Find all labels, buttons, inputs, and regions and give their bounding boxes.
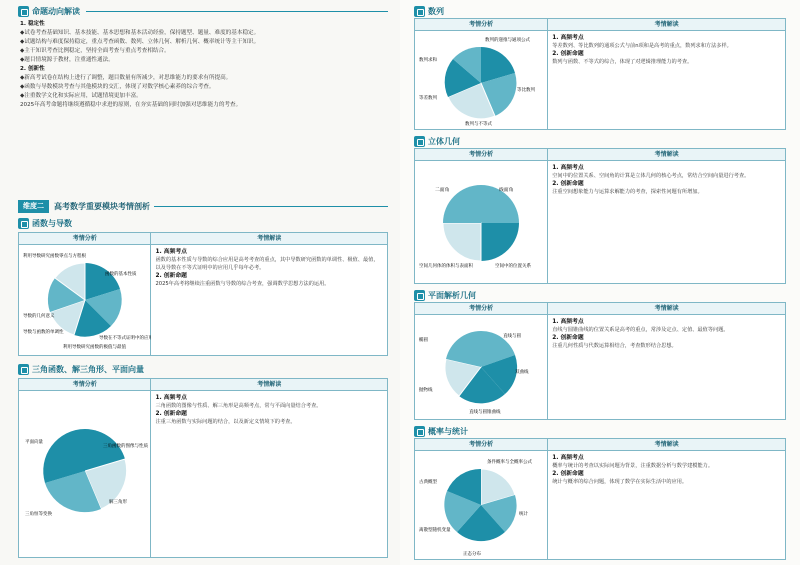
pie-label: 数列与不等式 bbox=[465, 122, 492, 127]
analysis-text: 1. 高频考点 概率与统计的考查以实际问题为背景，注重数据分析与数学建模能力。 2. 创新命题 统计与概率的综合问题，体现了数学在实际生活中的应用。 bbox=[552, 455, 714, 485]
pie-label: 利用导数研究函数零点与方程根 bbox=[23, 254, 86, 259]
analysis-text: 1. 高频考点 函数的基本性质与导数的综合应用是高考考查的重点，其中导数研究函数的单调性、极值、最值，以及导数在不等式证明中的应用几乎每年必考。 2. 创新命题 2025年高考将继续注重函数与导数的综合考查，强调数学思想方法的运用。 bbox=[155, 249, 379, 287]
section-title: 概率与统计 bbox=[428, 426, 468, 436]
col-header: 考情分析 bbox=[415, 303, 548, 314]
outro: 2025年高考命题将继续遵循稳中求进的原则，在夯实基础的同时加强对思维能力的考查。 bbox=[20, 102, 242, 108]
stable-title: 1. 稳定性 bbox=[20, 21, 45, 27]
pie-label: 双曲线 bbox=[515, 370, 529, 375]
col-header: 考情解读 bbox=[257, 235, 282, 242]
pie-chart bbox=[19, 391, 151, 551]
table-analytic-geometry bbox=[414, 302, 786, 420]
pie-label: 直线与圆锥曲线 bbox=[469, 410, 501, 415]
pie-label: 直线与圆 bbox=[503, 334, 521, 339]
section-heading bbox=[414, 288, 784, 302]
pie-label: 空间几何体的体积与表面积 bbox=[419, 264, 473, 269]
pie-label: 正态分布 bbox=[463, 552, 481, 557]
pie-label: 等比数列 bbox=[517, 88, 535, 93]
pie-label: 抛物线 bbox=[419, 388, 433, 393]
pie-label: 离散型随机变量 bbox=[419, 528, 451, 533]
stable-line: ◆试卷考查基础知识、基本技能、基本思想和基本活动经验，保持题型、题量、难度的基本稳定。 bbox=[20, 30, 260, 36]
pie-chart bbox=[415, 315, 548, 419]
intro-heading bbox=[18, 4, 388, 18]
section-icon bbox=[18, 364, 29, 375]
pie-cell bbox=[19, 391, 151, 557]
col-header: 考情解读 bbox=[257, 381, 282, 388]
section-heading bbox=[414, 4, 784, 18]
pie-label: 平面向量 bbox=[25, 440, 43, 445]
pie-label: 古典概型 bbox=[419, 480, 437, 485]
pie-cell bbox=[415, 315, 548, 419]
section-icon bbox=[18, 218, 29, 229]
pie-label: 数列求和 bbox=[419, 58, 437, 63]
heading-icon bbox=[18, 6, 29, 17]
section-icon bbox=[414, 290, 425, 301]
analysis-text: 1. 高频考点 空间中的位置关系、空间角的计算是立体几何的核心考点，常结合空间向量进行考查。 2. 创新命题 注重空间想象能力与运算求解能力的考查，探索性问题有所增加。 bbox=[552, 165, 750, 195]
pie-label: 数列的递推与通项公式 bbox=[485, 38, 530, 43]
stable-line: ◆试题结构与难度保持稳定，重点考查函数、数列、立体几何、解析几何、概率统计等主干知识。 bbox=[20, 39, 260, 45]
pie-label: 解三角形 bbox=[109, 500, 127, 505]
col-header: 考情分析 bbox=[19, 379, 151, 390]
stable-line: ◆主干知识考查比例稳定，坚持全面考查与重点考查相结合。 bbox=[20, 48, 170, 54]
pie-cell bbox=[19, 245, 151, 355]
col-header: 考情解读 bbox=[654, 441, 679, 448]
stable-line: ◆题目情境源于教材，注重通性通法。 bbox=[20, 57, 114, 63]
col-header: 考情解读 bbox=[654, 151, 679, 158]
analysis-text: 1. 高频考点 等差数列、等比数列的通项公式与前n项和是高考的重点，数列求和方法多样。 2. 创新命题 数列与函数、不等式的综合，体现了对逻辑推理能力的考查。 bbox=[552, 35, 732, 65]
table-trig bbox=[18, 378, 388, 558]
section-title: 函数与导数 bbox=[32, 218, 72, 228]
table-probability bbox=[414, 438, 786, 560]
right-page bbox=[400, 0, 800, 565]
section-title: 三角函数、解三角形、平面向量 bbox=[32, 364, 144, 374]
col-header: 考情分析 bbox=[415, 439, 548, 450]
table-functions bbox=[18, 232, 388, 356]
pie-slice bbox=[481, 223, 519, 261]
innov-line: ◆函数与导数模块考查与其他模块的交汇，体现了对数学核心素养的综合考查。 bbox=[20, 84, 215, 90]
innov-title: 2. 创新性 bbox=[20, 66, 45, 72]
pie-label: 利用导数研究函数的极值与最值 bbox=[63, 345, 126, 350]
pie-label: 椭圆 bbox=[419, 338, 428, 343]
pie-chart bbox=[415, 31, 548, 129]
section-title: 数列 bbox=[428, 6, 444, 16]
pie-label: 导数在不等式证明中的应用 bbox=[99, 336, 151, 341]
section-icon bbox=[414, 136, 425, 147]
intro-title: 命题动向解读 bbox=[32, 6, 80, 16]
col-header: 考情分析 bbox=[415, 19, 548, 30]
pie-label: 函数的基本性质 bbox=[105, 272, 137, 277]
table-solid-geometry bbox=[414, 148, 786, 284]
col-header: 考情解读 bbox=[654, 305, 679, 312]
col-header: 考情解读 bbox=[654, 21, 679, 28]
section-heading bbox=[414, 134, 784, 148]
pie-cell bbox=[415, 161, 548, 283]
banner-title: 高考数学重要模块考情剖析 bbox=[54, 202, 150, 211]
analysis-text: 1. 高频考点 直线与圆锥曲线的位置关系是高考的重点，常涉及定点、定值、最值等问题。 2. 创新命题 注重几何性质与代数运算相结合，考查数形结合思想。 bbox=[552, 319, 729, 349]
pie-label: 导数与函数的单调性 bbox=[23, 330, 64, 335]
pie-cell bbox=[415, 451, 548, 559]
pie-label: 条件概率与全概率公式 bbox=[487, 460, 532, 465]
section-heading bbox=[414, 424, 784, 438]
pie-label: 线面角 bbox=[499, 188, 514, 193]
pie-label: 等差数列 bbox=[419, 96, 437, 101]
banner-tag: 维度二 bbox=[18, 200, 49, 213]
section-title: 立体几何 bbox=[428, 136, 460, 146]
pie-label: 空间中的位置关系 bbox=[495, 264, 531, 269]
innov-line: ◆注重数学文化和实际应用，试题情境更加丰富。 bbox=[20, 93, 142, 99]
section-heading bbox=[18, 216, 388, 230]
section-heading bbox=[18, 362, 388, 376]
innov-line: ◆新高考试卷在结构上进行了调整，题目数量有所减少，对思维能力的要求有所提高。 bbox=[20, 75, 232, 81]
pie-label: 导数的几何意义 bbox=[23, 314, 55, 319]
pie-cell bbox=[415, 31, 548, 129]
pie-label: 统计 bbox=[519, 512, 528, 517]
table-sequence bbox=[414, 18, 786, 130]
col-header: 考情分析 bbox=[415, 149, 548, 160]
pie-chart bbox=[415, 161, 548, 283]
pie-label: 二面角 bbox=[435, 188, 450, 193]
pie-chart bbox=[19, 245, 151, 355]
section-title: 平面解析几何 bbox=[428, 290, 476, 300]
section-icon bbox=[414, 426, 425, 437]
pie-chart bbox=[415, 451, 548, 559]
intro-text bbox=[20, 20, 388, 110]
section-icon bbox=[414, 6, 425, 17]
pie-slice bbox=[443, 223, 481, 261]
module-banner bbox=[18, 200, 388, 213]
pie-label: 三角函数的图像与性质 bbox=[103, 444, 148, 449]
col-header: 考情分析 bbox=[19, 233, 151, 244]
pie-label: 三角恒等变换 bbox=[25, 512, 52, 517]
analysis-text: 1. 高频考点 三角函数的图像与性质、解三角形是高频考点，常与平面向量结合考查。 2. 创新命题 注重三角函数与实际问题的结合，以及新定义情境下的考查。 bbox=[155, 395, 322, 425]
